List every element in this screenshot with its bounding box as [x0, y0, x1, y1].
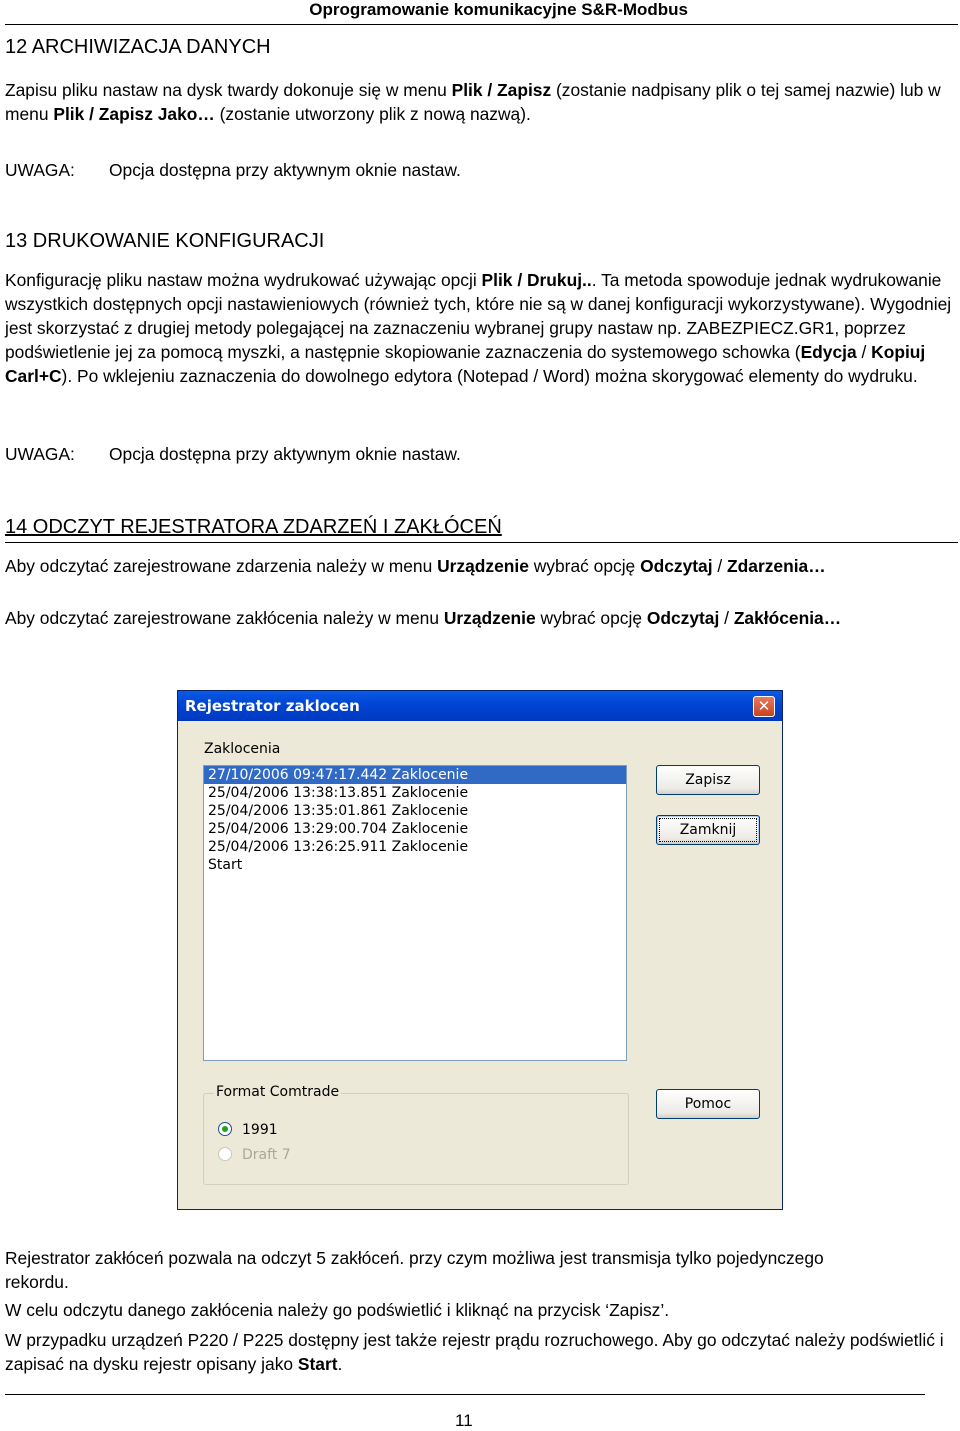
save-button[interactable]: Zapisz: [656, 765, 760, 795]
section-14-paragraph-1: Aby odczytać zarejestrowane zdarzenia należy w menu Urządzenie wybrać opcję Odczytaj / Zdarzenia…: [5, 556, 826, 576]
section-14-heading: 14 ODCZYT REJESTRATORA ZDARZEŃ I ZAKŁÓCEŃ: [5, 516, 502, 538]
dialog-titlebar[interactable]: [178, 691, 782, 721]
close-icon[interactable]: ✕: [753, 696, 775, 717]
format-comtrade-label: Format Comtrade: [216, 1084, 340, 1100]
after-paragraph-1: Rejestrator zakłóceń pozwala na odczyt 5 zakłóceń. przy czym możliwa jest transmisja tylko pojedynczego rekordu.: [5, 1248, 824, 1292]
page-number: 11: [455, 1411, 473, 1430]
after-paragraph-3: W przypadku urządzeń P220 / P225 dostępny jest także rejestr prądu rozruchowego. Aby go odczytać należy podświetlić i zapisać na dysku rejestr opisany jako Start.: [5, 1330, 944, 1374]
radio-1991-indicator[interactable]: [218, 1122, 232, 1136]
section-14-rule: [5, 542, 958, 543]
list-item[interactable]: 25/04/2006 13:35:01.861 Zaklocenie: [208, 803, 469, 819]
section-12-paragraph: Zapisu pliku nastaw na dysk twardy dokonuje się w menu Plik / Zapisz (zostanie nadpisany plik o tej samej nazwie) lub w menu Plik / Zapisz Jako… (zostanie utworzony plik z nową nazwą).: [5, 80, 941, 124]
list-item[interactable]: 27/10/2006 09:47:17.442 Zaklocenie: [204, 766, 626, 784]
disturbance-listbox[interactable]: [203, 765, 627, 1061]
section-12-heading: 12 ARCHIWIZACJA DANYCH: [5, 36, 271, 58]
radio-draft7: [218, 1147, 291, 1163]
footer-rule: [5, 1394, 925, 1395]
list-item[interactable]: 25/04/2006 13:26:25.911 Zaklocenie: [208, 839, 469, 855]
section-13-paragraph: Konfigurację pliku nastaw można wydrukować używając opcji Plik / Drukuj... Ta metoda spowoduje jednak wydrukowanie wszystkich dostępnych opcji nastawieniowych (również tych, które nie są w danej konfiguracji wykorzystywane). Wygodniej jest skorzystać z drugiej metody polegającej na zaznaczeniu wybranej grupy nastaw np. ZABEZPIECZ.GR1, poprzez podświetlenie jej za pomocą myszki, a następnie skopiowanie zaznaczenia do systemowego schowka (Edycja / Kopiuj Carl+C). Po wklejeniu zaznaczenia do dowolnego edytora (Notepad / Word) można skorygować elementy do wydruku.: [5, 270, 952, 386]
help-button[interactable]: Pomoc: [656, 1089, 760, 1119]
radio-1991[interactable]: [218, 1122, 278, 1138]
format-comtrade-group: [203, 1084, 629, 1185]
radio-draft7-label: Draft 7: [242, 1147, 291, 1163]
list-item[interactable]: 25/04/2006 13:38:13.851 Zaklocenie: [208, 785, 469, 801]
radio-draft7-indicator: [218, 1147, 232, 1161]
note-text: Opcja dostępna przy aktywnym oknie nastaw.: [109, 444, 461, 464]
list-item[interactable]: 25/04/2006 13:29:00.704 Zaklocenie: [208, 821, 469, 837]
note-label: UWAGA:: [5, 160, 75, 180]
after-paragraph-2: W celu odczytu danego zakłócenia należy go podświetlić i kliknąć na przycisk ‘Zapisz’.: [5, 1300, 670, 1320]
close-button[interactable]: Zamknij: [656, 815, 760, 845]
note-text: Opcja dostępna przy aktywnym oknie nastaw.: [109, 160, 461, 180]
dialog-title: Rejestrator zaklocen: [185, 697, 360, 715]
list-item[interactable]: Start: [208, 857, 243, 873]
note-label: UWAGA:: [5, 444, 75, 464]
list-label: Zaklocenia: [204, 741, 281, 757]
radio-1991-label: 1991: [242, 1122, 278, 1138]
section-14-paragraph-2: Aby odczytać zarejestrowane zakłócenia należy w menu Urządzenie wybrać opcję Odczytaj / Zakłócenia…: [5, 608, 842, 628]
section-13-heading: 13 DRUKOWANIE KONFIGURACJI: [5, 230, 325, 252]
document-header-title: Oprogramowanie komunikacyjne S&R-Modbus: [309, 0, 688, 19]
header-rule: [5, 24, 958, 25]
section-13-note: [5, 444, 461, 465]
section-12-note: [5, 160, 461, 181]
rejestrator-dialog: [177, 690, 783, 1210]
